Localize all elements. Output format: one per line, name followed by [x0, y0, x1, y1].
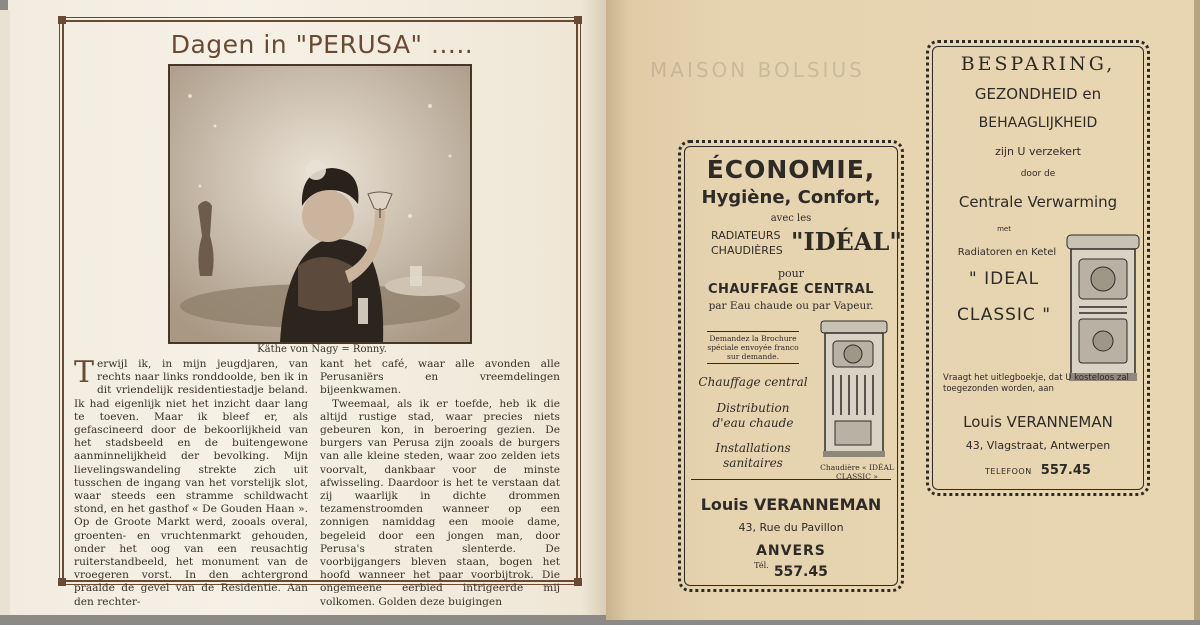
boiler-illustration [1065, 233, 1141, 385]
phone-number: 557.45 [1040, 463, 1091, 478]
article-paragraph: erwijl ik, in mijn jeugdjaren, van rechts naar links ronddoolde, ben ik in dit vriendelijk residentiestadje beland. Ik had eigenlijk niet het inzicht daar lang te toeven. Maar ik bleef er, als gefascineerd door de bekoorlijkheid van het stadsbeeld en de buitengewone aanminnelijkheid der bevolking. Mijn lievelingswandeling strekte zich uit tusschen de ingang van het vorstelijk slot, waar steeds een stramme schildwacht stond, en het gasthof « De Gouden Haan ». Op de Groote Markt werd, zooals overal, groenten- en vruchtenmarkt gehouden, onder het oog van een reusachtig ruiterstandbeeld, het monument van de vroegeren vorst. In den achtergrond praalde de gevel van de Residentie. Aan den rechter- [74, 358, 308, 608]
ad-headline: BESPARING, [960, 53, 1116, 75]
article-paragraph: Tweemaal, als ik er toefde, heb ik die altijd rustige stad, waar precies niets gebeuren kon, in beroering gezien. De burgers van Perusa zijn zooals de burgers van alle kleine steden, waar zoo zelden iets voorvalt, dankbaar voor de minste afwisseling. Daardoor is het te verstaan dat zij waarlijk in dichte drommen tezamenstroomden wanneer op een zonnigen namiddag een mooie dame, begeleid door een jongen man, door Perusa's straten slenterde. De voorbijgangers bleven staan, bogen het hoofd wanneer het paar voorbijtrok. Die ongemeene eerbied intrigeerde mij volkomen. Golden deze buigingen [320, 397, 560, 608]
ad-headline: ÉCONOMIE, [706, 155, 876, 184]
ad-text: par Eau chaude ou par Vapeur. [708, 300, 874, 312]
service-item: Installations sanitaires [715, 441, 791, 470]
ad-text: met [997, 225, 1011, 233]
ad-ideal-radiators [678, 140, 904, 592]
article-title: Dagen in "PERUSA" ..... [170, 30, 474, 59]
portrait-photo [168, 64, 472, 344]
ad-address: 43, Rue du Pavillon [738, 521, 844, 534]
article-paragraph: kant het café, waar alle avonden alle Perusaniërs en vreemdelingen bijeenkwamen. [320, 358, 560, 397]
ad-company: Louis VERANNEMAN [963, 413, 1113, 431]
ad-text: Vraagt het uitlegboekje, dat U kosteloos zal toegezonden worden, aan [943, 373, 1129, 394]
show-through-text: MAISON BOLSIUS [650, 58, 865, 82]
ad-text: pour [777, 267, 804, 280]
ad-headline: Centrale Verwarming [958, 193, 1118, 211]
ad-phone [929, 459, 1147, 478]
ad-headline: BEHAAGLIJKHEID [978, 115, 1098, 131]
service-item: Chauffage central [698, 375, 808, 389]
ad-text: RADIATEURS [711, 229, 781, 242]
ad-brand: "IDÉAL" [791, 227, 902, 256]
ad-address: 43, Vlagstraat, Antwerpen [965, 439, 1111, 452]
phone-label: TELEFOON [985, 467, 1032, 476]
article-column-left [74, 355, 308, 609]
ad-company: Louis VERANNEMAN [700, 495, 882, 514]
article-frame [62, 20, 578, 608]
ad-headline: GEZONDHEID en [974, 85, 1102, 103]
boiler-illustration [819, 319, 889, 459]
ad-text: CHAUDIÈRES [711, 244, 783, 257]
ad-text: door de [1020, 169, 1056, 179]
photo-caption: Käthe von Nagy = Ronny. [257, 344, 387, 355]
ad-city: ANVERS [756, 543, 826, 559]
boiler-caption: Chaudière « IDÉAL CLASSIC » [820, 463, 894, 481]
ad-besparing [926, 40, 1150, 496]
ad-text: CHAUFFAGE CENTRAL [707, 282, 875, 297]
phone-label: Tél. [754, 561, 769, 570]
divider [691, 479, 891, 480]
frame-ornament [574, 16, 582, 24]
drop-cap: T [74, 355, 95, 390]
ad-text: avec les [770, 213, 812, 224]
phone-number: 557.45 [773, 564, 828, 580]
brochure-note: Demandez la Brochure spéciale envoyée franco sur demande. [707, 331, 799, 364]
ad-phone [681, 561, 901, 580]
ad-brand: CLASSIC " [956, 305, 1052, 325]
frame-ornament [58, 16, 66, 24]
service-item: Distribution d'eau chaude [712, 401, 794, 430]
ad-brand-block [703, 227, 902, 263]
frame-ornament [574, 578, 582, 586]
ad-text: Radiatoren en Ketel [957, 247, 1057, 258]
article-column-right [320, 358, 560, 609]
portrait-illustration [170, 66, 470, 342]
ad-text: zijn U verzekert [995, 145, 1081, 158]
frame-ornament [58, 578, 66, 586]
ad-headline: Hygiène, Confort, [701, 187, 881, 208]
ad-brand: " IDEAL [968, 269, 1040, 289]
